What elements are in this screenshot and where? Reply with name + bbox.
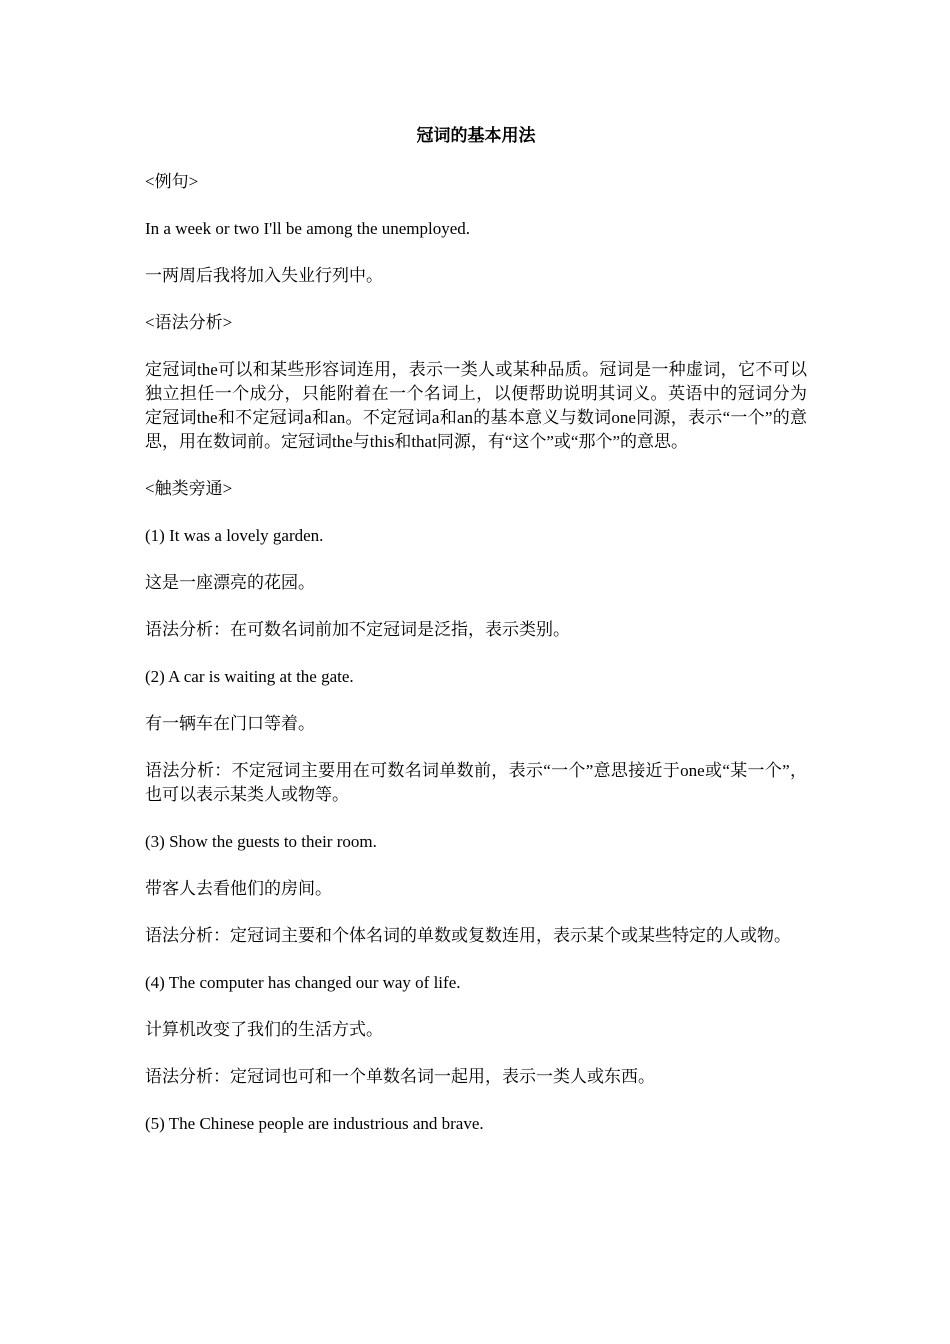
document-title: 冠词的基本用法 (416, 126, 536, 145)
example-sentence-translation: 一两周后我将加入失业行列中。 (145, 266, 383, 285)
section-heading-extension: <触类旁通> (145, 479, 233, 498)
document-page (145, 124, 807, 1159)
example-2-translation: 有一辆车在门口等着。 (145, 714, 315, 733)
example-1-translation: 这是一座漂亮的花园。 (145, 573, 315, 592)
section-heading-example: <例句> (145, 172, 199, 191)
example-1-english: (1) It was a lovely garden. (145, 526, 324, 545)
example-2-english: (2) A car is waiting at the gate. (145, 667, 354, 686)
example-4-english: (4) The computer has changed our way of life. (145, 973, 461, 992)
section-heading-grammar-analysis: <语法分析> (145, 313, 233, 332)
example-4-analysis: 语法分析：定冠词也可和一个单数名词一起用，表示一类人或东西。 (145, 1067, 655, 1086)
example-2-analysis: 语法分析：不定冠词主要用在可数名词单数前，表示“一个”意思接近于one或“某一个”， 也可以表示某类人或物等。 (145, 761, 807, 804)
example-3-translation: 带客人去看他们的房间。 (145, 879, 332, 898)
example-5-english: (5) The Chinese people are industrious and brave. (145, 1114, 484, 1133)
example-3-english: (3) Show the guests to their room. (145, 832, 377, 851)
example-3-analysis: 语法分析：定冠词主要和个体名词的单数或复数连用，表示某个或某些特定的人或物。 (145, 926, 791, 945)
example-1-analysis: 语法分析：在可数名词前加不定冠词是泛指，表示类别。 (145, 620, 570, 639)
example-4-translation: 计算机改变了我们的生活方式。 (145, 1020, 383, 1039)
grammar-explanation: 定冠词the可以和某些形容词连用，表示一类人或某种品质。冠词是一种虚词，它不可以独立担任一个成分，只能附着在一个名词上，以便帮助说明其词义。英语中的冠词分为定冠词the和不定冠词a和an。不定冠词a和an的基本意义与数词one同源，表示“一个”的意思，用在数词前。定冠词the与this和that同源，有“这个”或“那个”的意思。 (145, 360, 807, 451)
example-sentence-english: In a week or two I'll be among the unemployed. (145, 219, 471, 238)
